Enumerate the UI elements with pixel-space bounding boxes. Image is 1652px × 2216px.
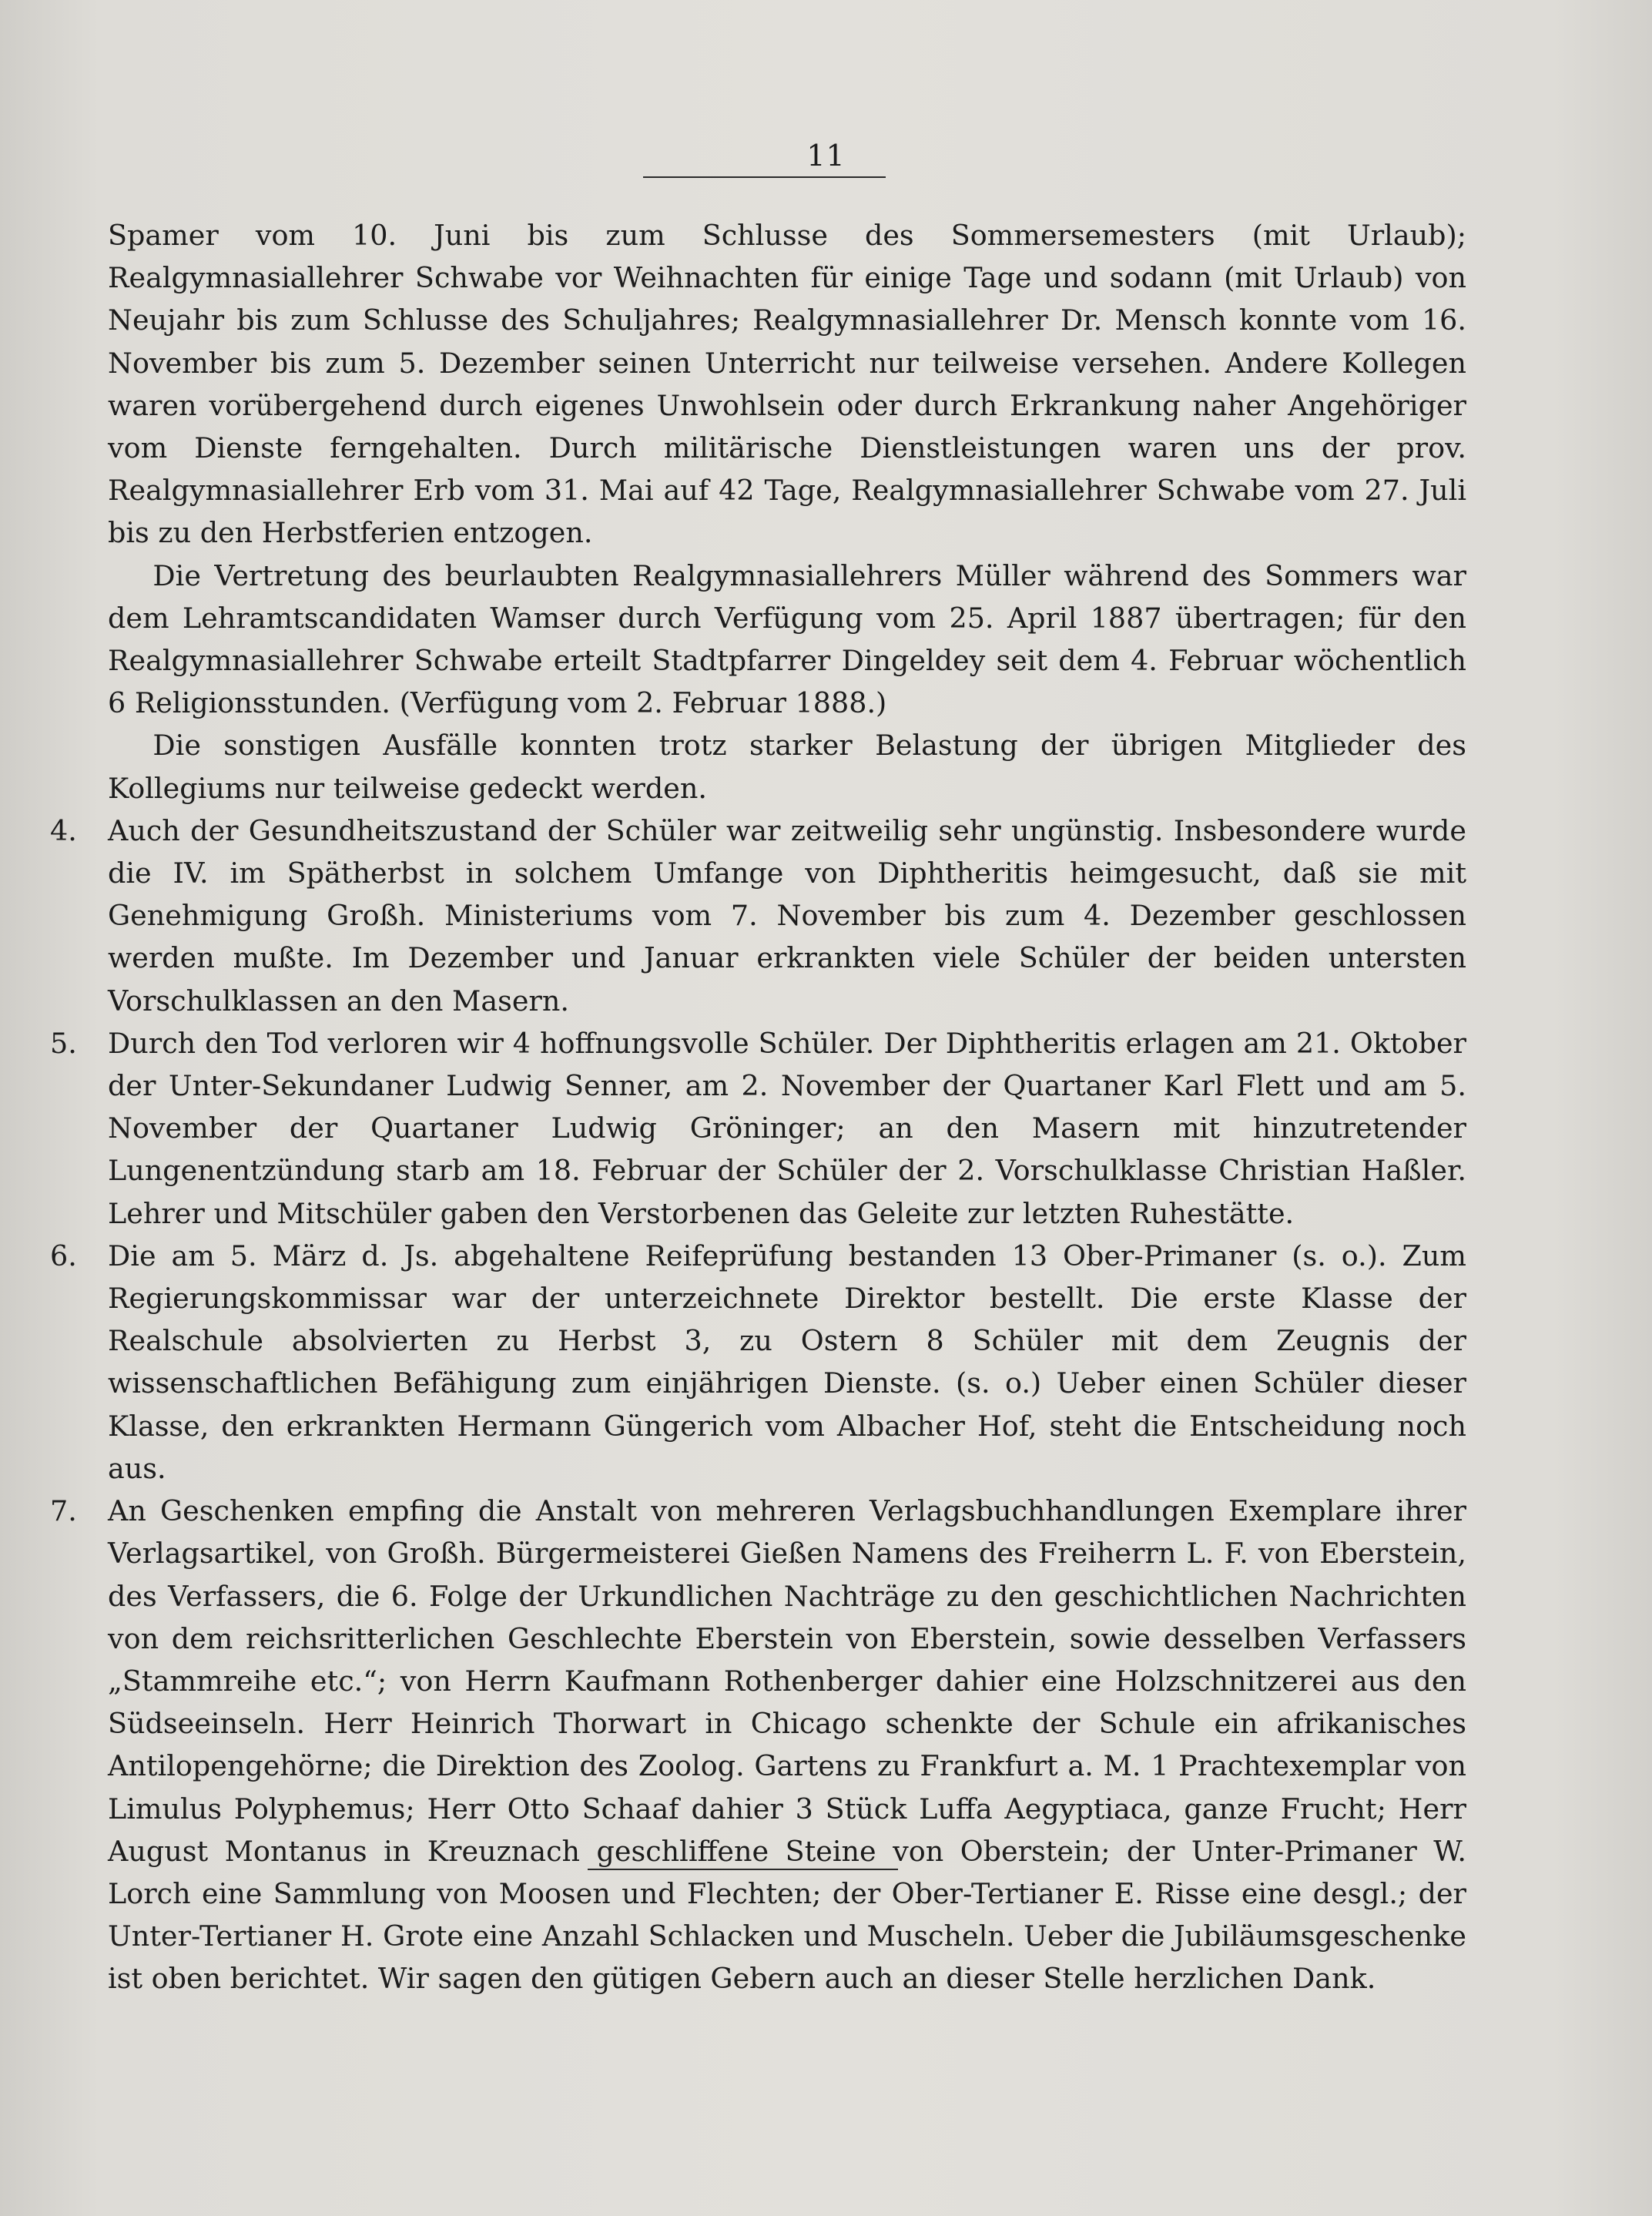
list-item-5: [50, 1022, 1466, 1235]
paragraph-shortfalls: Die sonstigen Ausfälle konnten trotz starker Belastung der übrigen Mitglieder des Kollegiums nur teilweise gedeckt werden.: [108, 729, 1466, 805]
item-text: Durch den Tod verloren wir 4 hoffnungsvolle Schüler. Der Diphtheritis erlagen am 21. Oktober der Unter-Sekundaner Ludwig Senner, am 2. November der Quartaner Karl Flett und am 5. November der Quartaner Ludwig Gröninger; an den Masern mit hinzutretender Lungenentzündung starb am 18. Februar der Schüler der 2. Vorschulklasse Christian Haßler. Lehrer und Mitschüler gaben den Verstorbenen das Geleite zur letzten Ruhestätte.: [108, 1026, 1466, 1230]
item-text: Die am 5. März d. Js. abgehaltene Reifeprüfung bestanden 13 Ober-Primaner (s. o.). Zum Regierungskommissar war der unterzeichnete Direktor bestellt. Die erste Klasse der Realschule absolvierten zu Herbst 3, zu Ostern 8 Schüler mit dem Zeugnis der wissenschaftlichen Befähigung zum einjährigen Dienste. (s. o.) Ueber einen Schüler dieser Klasse, den erkrankten Hermann Güngerich vom Albacher Hof, steht die Entscheidung noch aus.: [108, 1239, 1466, 1485]
item-number: 7.: [50, 1494, 77, 1528]
item-number: 5.: [50, 1026, 77, 1060]
list-item-4: [50, 810, 1466, 1022]
item-text: Auch der Gesundheitszustand der Schüler war zeitweilig sehr ungünstig. Insbesondere wurde die IV. im Spätherbst in solchem Umfange von Diphtheritis heimgesucht, daß sie mit Genehmigung Großh. Ministeriums vom 7. November bis zum 4. Dezember geschlossen werden mußte. Im Dezember und Januar erkrankten viele Schüler der beiden untersten Vorschulklassen an den Masern.: [108, 813, 1466, 1017]
item-text: An Geschenken empfing die Anstalt von mehreren Verlagsbuchhandlungen Exemplare ihrer Verlagsartikel, von Großh. Bürgermeisterei Gießen Namens des Freiherrn L. F. von Eberstein, des Verfassers, die 6. Folge der Urkundlichen Nachträge zu den geschichtlichen Nachrichten von dem reichsritterlichen Geschlechte Eberstein von Eberstein, sowie desselben Verfassers „Stammreihe etc.“; von Herrn Kaufmann Rothenberger dahier eine Holzschnitzerei aus den Südseeinseln. Herr Heinrich Thorwart in Chicago schenkte der Schule ein afrikanisches Antilopengehörne; die Direktion des Zoolog. Gartens zu Frankfurt a. M. 1 Prachtexemplar von Limulus Polyphemus; Herr Otto Schaaf dahier 3 Stück Luffa Aegyptiaca, ganze Frucht; Herr August Montanus in Kreuznach geschliffene Steine von Oberstein; der Unter-Primaner W. Lorch eine Sammlung von Moosen und Flechten; der Ober-Tertianer E. Risse eine desgl.; der Unter-Tertianer H. Grote eine Anzahl Schlacken und Muscheln. Ueber die Jubiläumsgeschenke ist oben berichtet. Wir sagen den gütigen Gebern auch an dieser Stelle herzlichen Dank.: [108, 1494, 1466, 1996]
header-rule: [643, 176, 886, 178]
paragraph-substitution: Die Vertretung des beurlaubten Realgymnasiallehrers Müller während des Sommers war dem Lehramtscandidaten Wamser durch Verfügung vom 25. April 1887 übertragen; für den Realgymnasiallehrer Schwabe erteilt Stadtpfarrer Dingeldey seit dem 4. Februar wöchentlich 6 Religionsstunden. (Verfügung vom 2. Februar 1888.): [108, 558, 1466, 720]
list-item-7: [50, 1490, 1466, 2000]
list-item-6: [50, 1235, 1466, 1490]
page-number: 11: [806, 139, 846, 173]
page-body: [50, 214, 1466, 2000]
item-number: 6.: [50, 1239, 77, 1272]
item-number: 4.: [50, 813, 77, 847]
footer-rule: [588, 1869, 898, 1870]
paragraph-continuation: Spamer vom 10. Juni bis zum Schlusse des Sommersemesters (mit Urlaub); Realgymnasiallehrer Schwabe vor Weihnachten für einige Tage und sodann (mit Urlaub) von Neujahr bis zum Schlusse des Schuljahres; Realgymnasiallehrer Dr. Mensch konnte vom 16. November bis zum 5. Dezember seinen Unterricht nur teilweise versehen. Andere Kollegen waren vorübergehend durch eigenes Unwohlsein oder durch Erkrankung naher Angehöriger vom Dienste ferngehalten. Durch militärische Dienstleistungen waren uns der prov. Realgymnasiallehrer Erb vom 31. Mai auf 42 Tage, Realgymnasiallehrer Schwabe vom 27. Juli bis zu den Herbstferien entzogen.: [108, 219, 1466, 550]
